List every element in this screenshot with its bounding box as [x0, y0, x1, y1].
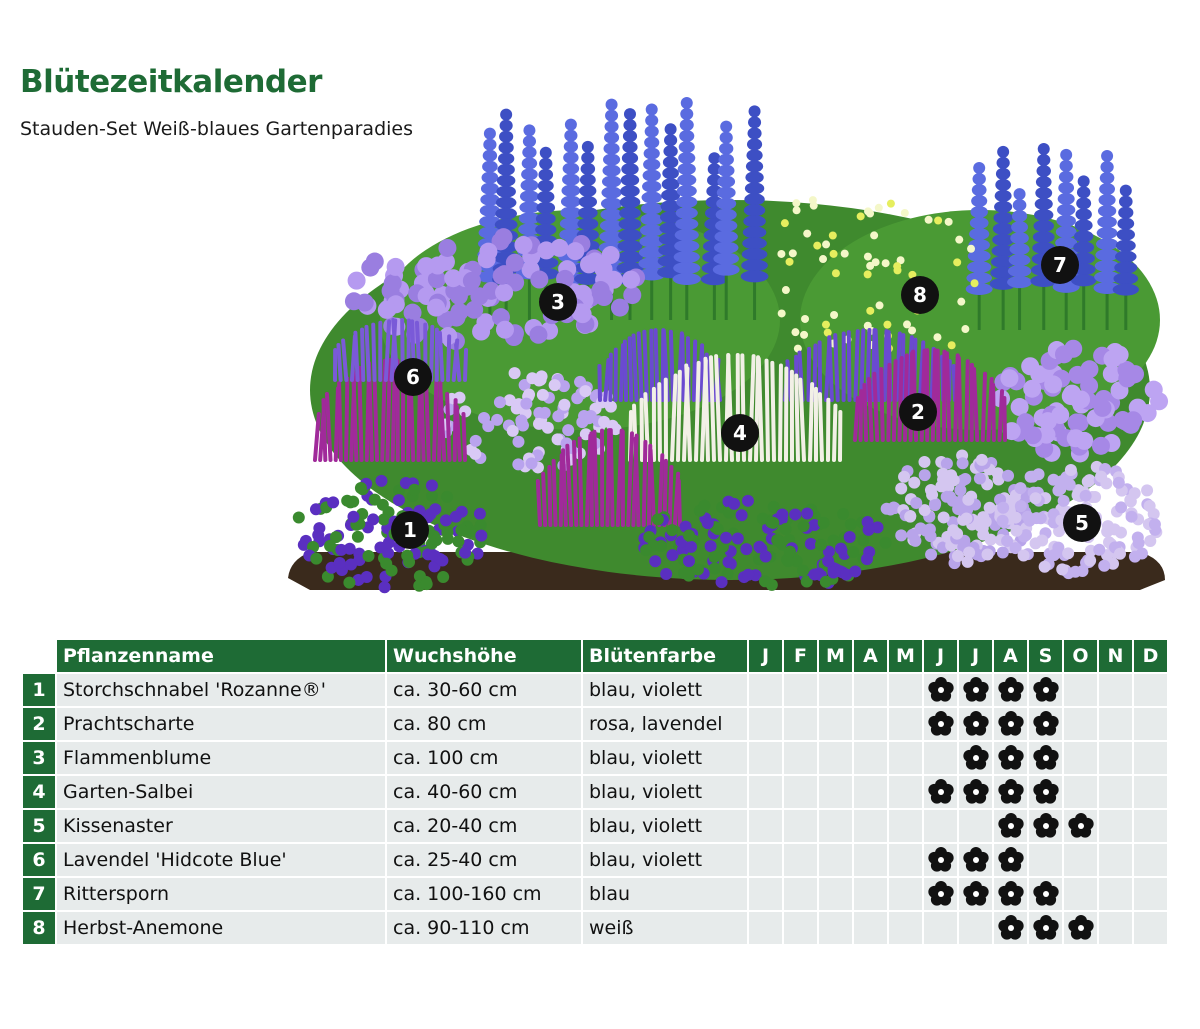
table-row: [23, 844, 1167, 876]
header-blank: [23, 640, 55, 672]
month-cell: [924, 878, 957, 910]
month-cell: [854, 844, 887, 876]
month-cell: [994, 742, 1027, 774]
month-cell: [819, 708, 852, 740]
month-cell: [889, 742, 922, 774]
page-title: Blütezeitkalender: [20, 64, 322, 100]
month-cell: [1099, 844, 1132, 876]
month-cell: [994, 878, 1027, 910]
svg-text:8: 8: [913, 283, 927, 307]
month-cell: [994, 776, 1027, 808]
month-cell: [784, 912, 817, 944]
month-cell: [1064, 912, 1097, 944]
month-cell: [1099, 708, 1132, 740]
flower-icon: [997, 710, 1025, 738]
flower-icon: [1032, 880, 1060, 908]
month-cell: [994, 810, 1027, 842]
plant-marker: [1063, 504, 1101, 542]
garden-bed-illustration: [280, 90, 1170, 595]
flower-icon: [997, 914, 1025, 942]
plant-height: ca. 100 cm: [387, 742, 581, 774]
month-cell: [1134, 742, 1167, 774]
flower-icon: [1032, 812, 1060, 840]
plant-height: ca. 40-60 cm: [387, 776, 581, 808]
month-cell: [889, 844, 922, 876]
svg-text:3: 3: [551, 290, 565, 314]
flower-icon: [1032, 914, 1060, 942]
table-row: [23, 878, 1167, 910]
table-header-row: [23, 640, 1167, 672]
plant-height: ca. 20-40 cm: [387, 810, 581, 842]
svg-text:6: 6: [406, 365, 420, 389]
plant-marker: [1041, 246, 1079, 284]
month-cell: [924, 912, 957, 944]
month-cell: [784, 742, 817, 774]
flower-color: blau, violett: [583, 776, 747, 808]
plant-height: ca. 30-60 cm: [387, 674, 581, 706]
flower-color: blau, violett: [583, 742, 747, 774]
flower-icon: [1032, 744, 1060, 772]
plant-height: ca. 100-160 cm: [387, 878, 581, 910]
month-cell: [749, 878, 782, 910]
month-cell: [1029, 878, 1062, 910]
table-row: [23, 674, 1167, 706]
month-cell: [819, 742, 852, 774]
header-month: M: [889, 640, 922, 672]
row-number: 3: [23, 742, 55, 774]
plant-name: Herbst-Anemone: [57, 912, 385, 944]
month-cell: [819, 844, 852, 876]
flower-icon: [962, 846, 990, 874]
plant-name: Kissenaster: [57, 810, 385, 842]
flower-icon: [1067, 914, 1095, 942]
plant-marker: [899, 393, 937, 431]
month-cell: [1134, 810, 1167, 842]
flower-icon: [997, 676, 1025, 704]
plant-height: ca. 80 cm: [387, 708, 581, 740]
flower-icon: [1067, 812, 1095, 840]
flower-icon: [927, 710, 955, 738]
plant-height: ca. 90-110 cm: [387, 912, 581, 944]
month-cell: [889, 674, 922, 706]
header-month: F: [784, 640, 817, 672]
month-cell: [994, 844, 1027, 876]
row-number: 4: [23, 776, 55, 808]
flower-icon: [927, 846, 955, 874]
month-cell: [959, 776, 992, 808]
flower-icon: [962, 676, 990, 704]
month-cell: [1064, 776, 1097, 808]
flower-icon: [927, 676, 955, 704]
month-cell: [959, 742, 992, 774]
flower-color: blau: [583, 878, 747, 910]
header-month: J: [924, 640, 957, 672]
month-cell: [1099, 674, 1132, 706]
month-cell: [959, 844, 992, 876]
month-cell: [889, 878, 922, 910]
flower-icon: [927, 880, 955, 908]
flower-icon: [962, 880, 990, 908]
header-height: Wuchshöhe: [387, 640, 581, 672]
plant-name: Garten-Salbei: [57, 776, 385, 808]
month-cell: [889, 912, 922, 944]
month-cell: [1099, 810, 1132, 842]
plant-marker: [901, 276, 939, 314]
month-cell: [1134, 708, 1167, 740]
month-cell: [1064, 708, 1097, 740]
month-cell: [1134, 844, 1167, 876]
header-month: N: [1099, 640, 1132, 672]
plant-marker: [391, 511, 429, 549]
month-cell: [1064, 810, 1097, 842]
month-cell: [1099, 878, 1132, 910]
month-cell: [959, 708, 992, 740]
header-name: Pflanzenname: [57, 640, 385, 672]
plant-marker: [394, 358, 432, 396]
month-cell: [1064, 844, 1097, 876]
month-cell: [889, 776, 922, 808]
month-cell: [959, 810, 992, 842]
table-row: [23, 912, 1167, 944]
month-cell: [784, 674, 817, 706]
plant-marker: [539, 283, 577, 321]
plant-height: ca. 25-40 cm: [387, 844, 581, 876]
month-cell: [1029, 810, 1062, 842]
month-cell: [854, 878, 887, 910]
flower-icon: [962, 744, 990, 772]
month-cell: [854, 912, 887, 944]
month-cell: [1064, 878, 1097, 910]
row-number: 8: [23, 912, 55, 944]
header-month: A: [854, 640, 887, 672]
month-cell: [819, 912, 852, 944]
header-month: M: [819, 640, 852, 672]
month-cell: [994, 912, 1027, 944]
month-cell: [1029, 844, 1062, 876]
svg-text:4: 4: [733, 421, 747, 445]
month-cell: [749, 810, 782, 842]
month-cell: [854, 708, 887, 740]
month-cell: [924, 742, 957, 774]
svg-text:7: 7: [1053, 253, 1067, 277]
month-cell: [1029, 674, 1062, 706]
month-cell: [819, 810, 852, 842]
svg-text:1: 1: [403, 518, 417, 542]
month-cell: [924, 674, 957, 706]
month-cell: [1134, 912, 1167, 944]
plant-name: Flammenblume: [57, 742, 385, 774]
month-cell: [1029, 708, 1062, 740]
month-cell: [1134, 878, 1167, 910]
plant-name: Storchschnabel 'Rozanne®': [57, 674, 385, 706]
flower-color: weiß: [583, 912, 747, 944]
month-cell: [784, 810, 817, 842]
month-cell: [1029, 742, 1062, 774]
plant-name: Prachtscharte: [57, 708, 385, 740]
month-cell: [749, 742, 782, 774]
plant-name: Lavendel 'Hidcote Blue': [57, 844, 385, 876]
month-cell: [1029, 912, 1062, 944]
month-cell: [1099, 912, 1132, 944]
row-number: 7: [23, 878, 55, 910]
month-cell: [854, 776, 887, 808]
flower-icon: [997, 812, 1025, 840]
month-cell: [1099, 776, 1132, 808]
month-cell: [819, 776, 852, 808]
month-cell: [924, 708, 957, 740]
row-number: 5: [23, 810, 55, 842]
month-cell: [819, 674, 852, 706]
month-cell: [1134, 674, 1167, 706]
table-row: [23, 776, 1167, 808]
month-cell: [994, 674, 1027, 706]
month-cell: [1029, 776, 1062, 808]
month-cell: [1064, 674, 1097, 706]
flower-color: blau, violett: [583, 810, 747, 842]
bloom-calendar-table: [21, 638, 1169, 946]
header-month: J: [959, 640, 992, 672]
row-number: 2: [23, 708, 55, 740]
month-cell: [854, 810, 887, 842]
month-cell: [784, 844, 817, 876]
month-cell: [749, 708, 782, 740]
table-row: [23, 810, 1167, 842]
header-month: S: [1029, 640, 1062, 672]
month-cell: [854, 742, 887, 774]
month-cell: [959, 674, 992, 706]
month-cell: [749, 776, 782, 808]
header-month: A: [994, 640, 1027, 672]
header-month: J: [749, 640, 782, 672]
month-cell: [924, 810, 957, 842]
flower-icon: [1032, 778, 1060, 806]
header-month: O: [1064, 640, 1097, 672]
table-row: [23, 708, 1167, 740]
svg-text:5: 5: [1075, 511, 1089, 535]
month-cell: [819, 878, 852, 910]
month-cell: [1134, 776, 1167, 808]
month-cell: [1064, 742, 1097, 774]
plant-marker: [721, 414, 759, 452]
month-cell: [749, 912, 782, 944]
flower-color: blau, violett: [583, 844, 747, 876]
page-subtitle: Stauden-Set Weiß-blaues Gartenparadies: [20, 118, 413, 140]
month-cell: [1099, 742, 1132, 774]
month-cell: [749, 844, 782, 876]
svg-text:2: 2: [911, 400, 925, 424]
month-cell: [784, 708, 817, 740]
flower-icon: [997, 846, 1025, 874]
month-cell: [784, 878, 817, 910]
flower-icon: [927, 778, 955, 806]
flower-icon: [1032, 676, 1060, 704]
month-cell: [959, 912, 992, 944]
month-cell: [924, 776, 957, 808]
flower-icon: [962, 778, 990, 806]
month-cell: [889, 708, 922, 740]
month-cell: [854, 674, 887, 706]
header-month: D: [1134, 640, 1167, 672]
flower-icon: [1032, 710, 1060, 738]
flower-icon: [962, 710, 990, 738]
row-number: 6: [23, 844, 55, 876]
month-cell: [749, 674, 782, 706]
flower-color: rosa, lavendel: [583, 708, 747, 740]
row-number: 1: [23, 674, 55, 706]
plant-name: Rittersporn: [57, 878, 385, 910]
month-cell: [784, 776, 817, 808]
month-cell: [924, 844, 957, 876]
header-color: Blütenfarbe: [583, 640, 747, 672]
flower-icon: [997, 744, 1025, 772]
month-cell: [959, 878, 992, 910]
month-cell: [889, 810, 922, 842]
flower-color: blau, violett: [583, 674, 747, 706]
month-cell: [994, 708, 1027, 740]
flower-icon: [997, 778, 1025, 806]
table-row: [23, 742, 1167, 774]
flower-icon: [997, 880, 1025, 908]
